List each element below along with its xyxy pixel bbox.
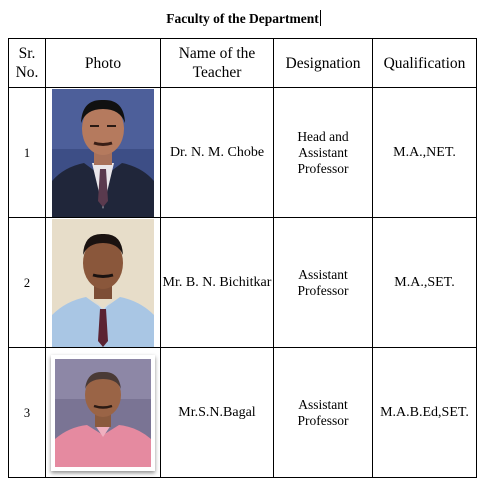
header-photo: Photo (46, 39, 161, 88)
table-row (9, 348, 477, 478)
cell-photo (46, 348, 161, 478)
header-name: Name of the Teacher (161, 39, 274, 88)
cell-sr-no: 2 (9, 218, 46, 348)
cell-designation: Head and Assistant Professor (274, 88, 373, 218)
header-sr-no: Sr. No. (9, 39, 46, 88)
cell-designation: Assistant Professor (274, 218, 373, 348)
cell-teacher-name: Mr. B. N. Bichitkar (161, 218, 274, 348)
faculty-table (8, 38, 477, 478)
heading-text: Faculty of the Department (166, 11, 319, 26)
document-heading (0, 10, 487, 27)
text-cursor (320, 10, 321, 26)
cell-designation: Assistant Professor (274, 348, 373, 478)
cell-photo (46, 88, 161, 218)
teacher-photo (52, 219, 154, 347)
cell-qualification: M.A.B.Ed,SET. (373, 348, 477, 478)
cell-teacher-name: Dr. N. M. Chobe (161, 88, 274, 218)
teacher-photo (51, 355, 155, 471)
cell-qualification: M.A.,NET. (373, 88, 477, 218)
table-row (9, 218, 477, 348)
cell-sr-no: 3 (9, 348, 46, 478)
cell-photo (46, 218, 161, 348)
cell-qualification: M.A.,SET. (373, 218, 477, 348)
table-header-row (9, 39, 477, 88)
cell-teacher-name: Mr.S.N.Bagal (161, 348, 274, 478)
teacher-photo (52, 89, 154, 217)
table-row (9, 88, 477, 218)
cell-sr-no: 1 (9, 88, 46, 218)
header-qualification: Qualification (373, 39, 477, 88)
header-designation: Designation (274, 39, 373, 88)
